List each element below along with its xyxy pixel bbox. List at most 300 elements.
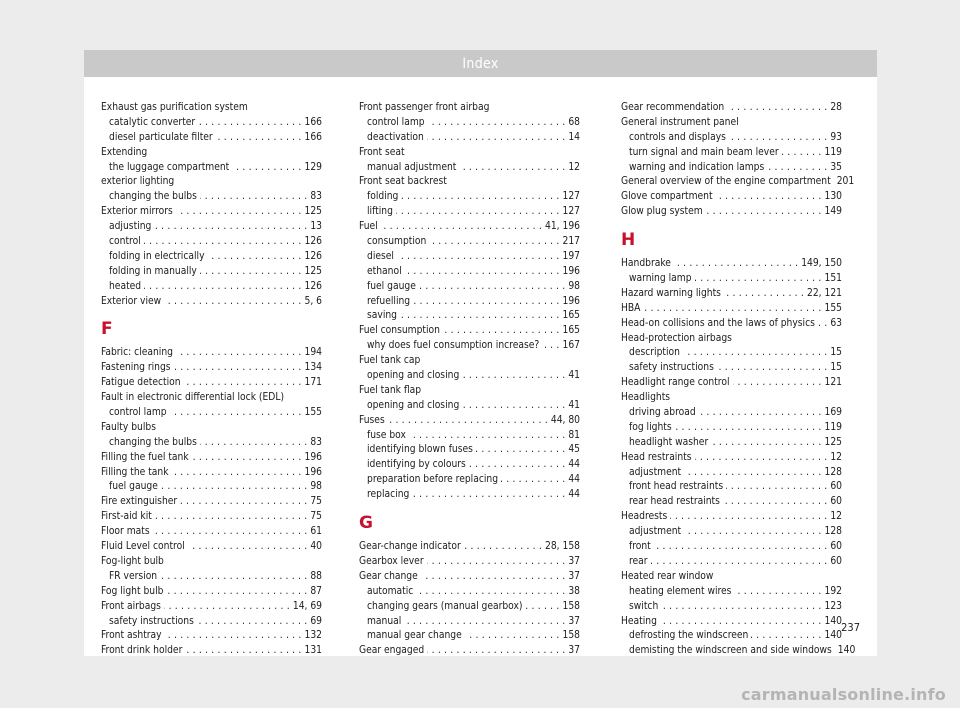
index-subentry[interactable] bbox=[101, 131, 322, 146]
index-subentry[interactable] bbox=[101, 190, 322, 205]
index-subentry[interactable] bbox=[101, 161, 322, 176]
index-entry-term: Fabric: cleaning bbox=[101, 347, 173, 359]
index-entry-page: 134 bbox=[304, 362, 322, 374]
index-subentry[interactable] bbox=[621, 361, 842, 376]
index-entry[interactable] bbox=[359, 220, 580, 235]
index-entry-term: Hazard warning lights bbox=[621, 287, 721, 299]
index-subentry[interactable] bbox=[621, 525, 842, 540]
index-entry-page: 12 bbox=[568, 161, 580, 173]
dot-leader bbox=[427, 131, 565, 146]
dot-leader bbox=[723, 495, 827, 510]
dot-leader bbox=[428, 116, 566, 131]
index-entry-page: 128 bbox=[824, 526, 842, 538]
index-subentry[interactable] bbox=[621, 480, 842, 495]
index-entry-term: warning lamp bbox=[629, 273, 692, 285]
dot-leader bbox=[153, 525, 308, 540]
dot-leader bbox=[711, 436, 821, 451]
index-entry[interactable] bbox=[101, 175, 322, 190]
index-entry-page: 60 bbox=[830, 496, 842, 508]
index-entry-term: Exhaust gas purification system bbox=[101, 102, 248, 113]
dot-leader bbox=[751, 629, 821, 644]
index-entry-term: front head restraints bbox=[629, 481, 724, 493]
dot-leader bbox=[381, 220, 542, 235]
index-subentry[interactable] bbox=[621, 436, 842, 451]
index-entry-term: First-aid kit bbox=[101, 511, 152, 523]
index-entry[interactable] bbox=[621, 190, 842, 205]
index-entry-page: 166 bbox=[304, 131, 322, 143]
dot-leader bbox=[198, 116, 301, 131]
index-entry-term: Front drink holder bbox=[101, 645, 183, 657]
index-entry-term: Fuel tank flap bbox=[359, 384, 422, 396]
index-entry[interactable] bbox=[359, 570, 580, 585]
index-entry-page: 35 bbox=[830, 161, 842, 173]
index-subentry[interactable] bbox=[359, 429, 580, 444]
index-entry-page: 88 bbox=[310, 570, 322, 582]
dot-leader bbox=[427, 644, 565, 659]
index-entry-page: 197 bbox=[562, 250, 580, 262]
index-entry-term: Front airbags bbox=[101, 600, 161, 612]
index-entry-term: Fault in electronic differential lock (EDL) bbox=[101, 392, 285, 404]
index-subentry[interactable] bbox=[621, 629, 842, 644]
index-entry[interactable] bbox=[101, 466, 322, 481]
index-entry-page: 201 bbox=[836, 176, 855, 188]
dot-leader bbox=[429, 235, 559, 250]
index-entry-term: heated bbox=[109, 280, 142, 292]
index-subentry[interactable] bbox=[359, 629, 580, 644]
dot-leader bbox=[684, 525, 821, 540]
dot-leader bbox=[188, 540, 308, 555]
dot-leader bbox=[172, 466, 302, 481]
index-entry-term: fog lights bbox=[629, 421, 672, 433]
index-entry-page: 196 bbox=[562, 265, 580, 277]
index-page bbox=[84, 50, 877, 656]
index-entry-page: 130 bbox=[824, 191, 842, 203]
index-entry-term: opening and closing bbox=[367, 399, 460, 411]
dot-leader bbox=[661, 600, 821, 615]
dot-leader bbox=[416, 585, 565, 600]
page-header bbox=[84, 50, 877, 77]
index-entry-term: adjusting bbox=[109, 221, 152, 233]
index-subentry[interactable] bbox=[621, 131, 842, 146]
index-subentry[interactable] bbox=[359, 161, 580, 176]
index-entry[interactable] bbox=[621, 510, 842, 525]
index-entry-term: Filling the tank bbox=[101, 466, 169, 478]
index-entry-term: Floor mats bbox=[101, 526, 150, 538]
index-subentry[interactable] bbox=[359, 458, 580, 473]
index-subentry[interactable] bbox=[359, 280, 580, 295]
dot-leader bbox=[216, 131, 302, 146]
index-entry-term: changing gears (manual gearbox) bbox=[367, 600, 523, 612]
dot-leader bbox=[767, 161, 827, 176]
dot-leader bbox=[409, 429, 565, 444]
index-entry[interactable] bbox=[621, 391, 842, 406]
index-entry[interactable] bbox=[101, 146, 322, 161]
index-entry[interactable] bbox=[101, 525, 322, 540]
index-subentry[interactable] bbox=[359, 295, 580, 310]
dot-leader bbox=[695, 272, 822, 287]
dot-leader bbox=[200, 265, 302, 280]
dot-leader bbox=[401, 190, 559, 205]
index-entry[interactable] bbox=[101, 629, 322, 644]
index-entry-term: saving bbox=[367, 310, 397, 322]
index-subentry[interactable] bbox=[621, 644, 856, 659]
index-entry-term: Head-protection airbags bbox=[621, 332, 732, 344]
index-entry-page: 61 bbox=[310, 526, 322, 538]
index-subentry[interactable] bbox=[101, 265, 322, 280]
watermark-text: carmanualsonline.info bbox=[741, 685, 946, 704]
index-entry[interactable] bbox=[359, 384, 580, 399]
index-entry-page: 41, 196 bbox=[545, 221, 580, 233]
index-entry-term: HBA bbox=[621, 302, 641, 314]
index-subentry[interactable] bbox=[621, 555, 842, 570]
index-entry[interactable] bbox=[101, 644, 322, 659]
dot-leader bbox=[165, 629, 302, 644]
index-entry-page: 28 bbox=[830, 102, 842, 113]
index-entry[interactable] bbox=[621, 451, 842, 466]
dot-leader bbox=[717, 361, 827, 376]
index-entry-page: 140 bbox=[824, 615, 842, 627]
dot-leader bbox=[388, 414, 548, 429]
dot-leader bbox=[476, 443, 565, 458]
index-entry-term: heating element wires bbox=[629, 585, 732, 597]
index-entry-term: identifying by colours bbox=[367, 459, 466, 471]
index-entry-page: 83 bbox=[310, 191, 322, 203]
index-entry-term: Glove compartment bbox=[621, 191, 713, 203]
index-entry-term: General overview of the engine compartment bbox=[621, 176, 831, 188]
index-entry-page: 192 bbox=[824, 585, 842, 597]
index-entry-term: fuel gauge bbox=[367, 280, 416, 292]
index-entry-term: Faulty bulbs bbox=[101, 421, 157, 433]
dot-leader bbox=[464, 540, 542, 555]
index-entry-page: 37 bbox=[568, 615, 580, 627]
index-entry-term: front bbox=[629, 541, 651, 553]
dot-leader bbox=[184, 376, 302, 391]
index-entry-page: 75 bbox=[310, 496, 322, 508]
index-subentry[interactable] bbox=[359, 265, 580, 280]
index-entry-term: Front seat bbox=[359, 146, 405, 158]
dot-leader bbox=[699, 406, 822, 421]
index-entry-term: changing the bulbs bbox=[109, 436, 197, 448]
index-entry[interactable] bbox=[101, 391, 322, 406]
dot-leader bbox=[208, 250, 302, 265]
index-entry-term: adjustment bbox=[629, 526, 682, 538]
index-entry-term: Fuses bbox=[359, 414, 385, 426]
dot-leader bbox=[683, 346, 827, 361]
dot-leader bbox=[232, 161, 301, 176]
dot-leader bbox=[443, 324, 560, 339]
index-entry-page: 63 bbox=[830, 317, 842, 329]
index-entry-term: manual bbox=[367, 615, 402, 627]
index-entry-term: Head restraints bbox=[621, 451, 692, 463]
index-entry-page: 44 bbox=[568, 474, 580, 486]
index-subentry[interactable] bbox=[359, 585, 580, 600]
index-entry-term: Front seat backrest bbox=[359, 176, 447, 188]
dot-leader bbox=[654, 540, 828, 555]
dot-leader bbox=[200, 190, 307, 205]
index-entry-page: 158 bbox=[562, 630, 580, 642]
index-entry-term: exterior lighting bbox=[101, 176, 175, 188]
index-entry[interactable] bbox=[359, 540, 580, 555]
index-subentry[interactable] bbox=[101, 570, 322, 585]
index-entry[interactable] bbox=[621, 302, 842, 317]
index-subentry[interactable] bbox=[621, 406, 842, 421]
dot-leader bbox=[734, 585, 821, 600]
dot-leader bbox=[726, 480, 827, 495]
index-entry-term: Front passenger front airbag bbox=[359, 102, 490, 113]
index-entry-page: 129 bbox=[304, 161, 322, 173]
index-subentry[interactable] bbox=[621, 495, 842, 510]
index-entry-page: 140 bbox=[837, 645, 856, 657]
index-subentry[interactable] bbox=[621, 421, 842, 436]
index-entry-page: 132 bbox=[304, 630, 322, 642]
index-entry-term: General instrument panel bbox=[621, 116, 739, 128]
index-entry-term: Gear recommendation bbox=[621, 102, 725, 113]
dot-leader bbox=[465, 629, 560, 644]
dot-leader bbox=[144, 280, 301, 295]
index-subentry[interactable] bbox=[101, 235, 322, 250]
index-entry-page: 93 bbox=[830, 131, 842, 143]
index-entry-page: 37 bbox=[568, 570, 580, 582]
index-entry-page: 167 bbox=[562, 340, 580, 352]
index-subentry[interactable] bbox=[359, 205, 580, 220]
dot-leader bbox=[176, 346, 302, 361]
index-entry[interactable] bbox=[621, 615, 842, 630]
index-entry-page: 45 bbox=[568, 444, 580, 456]
index-subentry[interactable] bbox=[621, 346, 842, 361]
index-entry[interactable] bbox=[359, 146, 580, 161]
index-subentry[interactable] bbox=[359, 473, 580, 488]
index-entry[interactable] bbox=[101, 205, 322, 220]
index-entry-page: 217 bbox=[562, 236, 580, 248]
index-entry[interactable] bbox=[101, 540, 322, 555]
index-entry-term: Filling the fuel tank bbox=[101, 451, 189, 463]
index-entry[interactable] bbox=[621, 287, 842, 302]
index-entry[interactable] bbox=[101, 295, 322, 310]
index-entry-term: manual gear change bbox=[367, 630, 462, 642]
dot-leader bbox=[185, 644, 301, 659]
index-entry[interactable] bbox=[101, 451, 322, 466]
index-entry-page: 41 bbox=[568, 399, 580, 411]
index-entry-term: diesel bbox=[367, 250, 394, 262]
index-section-letter: F bbox=[101, 319, 113, 340]
dot-leader bbox=[459, 161, 565, 176]
index-entry[interactable] bbox=[101, 600, 322, 615]
index-entry-term: turn signal and main beam lever bbox=[629, 146, 779, 158]
index-entry-term: switch bbox=[629, 600, 659, 612]
index-entry[interactable] bbox=[621, 101, 842, 116]
index-entry[interactable] bbox=[101, 361, 322, 376]
index-subentry[interactable] bbox=[101, 220, 322, 235]
index-subentry[interactable] bbox=[359, 615, 580, 630]
index-subentry[interactable] bbox=[359, 339, 580, 354]
dot-leader bbox=[166, 585, 307, 600]
dot-leader bbox=[727, 101, 827, 116]
index-subentry[interactable] bbox=[359, 369, 580, 384]
index-entry-page: 166 bbox=[304, 116, 322, 128]
index-subentry[interactable] bbox=[621, 600, 842, 615]
index-entry-term: Fluid Level control bbox=[101, 541, 185, 553]
index-entry-page: 22, 121 bbox=[807, 287, 842, 299]
index-entry-page: 140 bbox=[824, 630, 842, 642]
index-entry-term: Fatigue detection bbox=[101, 377, 181, 389]
index-entry-page: 75 bbox=[310, 511, 322, 523]
index-entry[interactable] bbox=[101, 346, 322, 361]
index-entry[interactable] bbox=[359, 101, 580, 116]
index-subentry[interactable] bbox=[621, 161, 842, 176]
index-entry-page: 165 bbox=[562, 325, 580, 337]
index-entry[interactable] bbox=[359, 414, 580, 429]
dot-leader bbox=[412, 488, 565, 503]
index-entry-term: Exterior mirrors bbox=[101, 206, 173, 218]
index-subentry[interactable] bbox=[101, 280, 322, 295]
index-subentry[interactable] bbox=[101, 615, 322, 630]
index-subentry[interactable] bbox=[359, 309, 580, 324]
index-entry-page: 123 bbox=[824, 600, 842, 612]
index-entry-page: 60 bbox=[830, 555, 842, 567]
dot-leader bbox=[154, 220, 307, 235]
index-entry[interactable] bbox=[359, 324, 580, 339]
index-entry-term: Headlight range control bbox=[621, 377, 730, 389]
index-subentry[interactable] bbox=[359, 250, 580, 265]
index-entry-page: 127 bbox=[562, 191, 580, 203]
dot-leader bbox=[462, 369, 565, 384]
index-subentry[interactable] bbox=[101, 436, 322, 451]
index-subentry[interactable] bbox=[101, 480, 322, 495]
index-entry-term: catalytic converter bbox=[109, 116, 196, 128]
index-column-2 bbox=[359, 101, 580, 659]
index-entry[interactable] bbox=[101, 510, 322, 525]
index-subentry[interactable] bbox=[359, 600, 580, 615]
dot-leader bbox=[670, 510, 827, 525]
index-entry-term: the luggage compartment bbox=[109, 161, 230, 173]
index-entry-page: 196 bbox=[304, 451, 322, 463]
index-entry[interactable] bbox=[101, 421, 322, 436]
index-subentry[interactable] bbox=[359, 116, 580, 131]
index-entry[interactable] bbox=[101, 101, 322, 116]
dot-leader bbox=[155, 510, 307, 525]
index-subentry[interactable] bbox=[359, 488, 580, 503]
page-title: Index bbox=[462, 55, 499, 72]
index-entry-page: 13 bbox=[310, 221, 322, 233]
index-subentry[interactable] bbox=[621, 146, 842, 161]
index-subentry[interactable] bbox=[101, 116, 322, 131]
dot-leader bbox=[174, 361, 302, 376]
index-entry-page: 83 bbox=[310, 436, 322, 448]
index-entry[interactable] bbox=[621, 116, 842, 131]
index-subentry[interactable] bbox=[621, 540, 842, 555]
index-entry[interactable] bbox=[621, 175, 855, 190]
index-entry-page: 125 bbox=[304, 206, 322, 218]
index-subentry[interactable] bbox=[621, 585, 842, 600]
dot-leader bbox=[144, 235, 302, 250]
index-entry-term: Gear-change indicator bbox=[359, 541, 461, 553]
index-entry-page: 15 bbox=[830, 362, 842, 374]
index-entry[interactable] bbox=[101, 495, 322, 510]
index-subentry[interactable] bbox=[621, 466, 842, 481]
index-entry[interactable] bbox=[621, 570, 842, 585]
dot-leader bbox=[716, 190, 822, 205]
index-entry-term: Headlights bbox=[621, 392, 671, 404]
index-entry[interactable] bbox=[621, 332, 842, 347]
index-subentry[interactable] bbox=[359, 399, 580, 414]
index-entry[interactable] bbox=[621, 376, 842, 391]
dot-leader bbox=[733, 376, 822, 391]
dot-leader bbox=[192, 451, 302, 466]
index-entry-page: 125 bbox=[824, 436, 842, 448]
index-subentry[interactable] bbox=[101, 250, 322, 265]
dot-leader bbox=[729, 131, 827, 146]
index-entry-page: 126 bbox=[304, 250, 322, 262]
dot-leader bbox=[542, 339, 559, 354]
index-entry-page: 155 bbox=[824, 302, 842, 314]
dot-leader bbox=[164, 295, 301, 310]
index-entry-term: deactivation bbox=[367, 131, 424, 143]
index-entry-page: 194 bbox=[304, 347, 322, 359]
index-entry-term: controls and displays bbox=[629, 131, 726, 143]
index-entry-term: Front ashtray bbox=[101, 630, 162, 642]
dot-leader bbox=[818, 317, 827, 332]
index-entry-term: driving abroad bbox=[629, 407, 696, 419]
index-subentry[interactable] bbox=[359, 190, 580, 205]
index-entry-term: Fire extinguisher bbox=[101, 496, 178, 508]
index-entry-page: 98 bbox=[310, 481, 322, 493]
index-entry[interactable] bbox=[359, 555, 580, 570]
index-entry[interactable] bbox=[359, 354, 580, 369]
index-entry-term: Heating bbox=[621, 615, 657, 627]
dot-leader bbox=[651, 555, 828, 570]
index-entry[interactable] bbox=[101, 555, 322, 570]
index-entry-term: Fuel consumption bbox=[359, 325, 440, 337]
index-entry-page: 5, 6 bbox=[304, 295, 322, 307]
index-entry[interactable] bbox=[359, 175, 580, 190]
dot-leader bbox=[724, 287, 804, 302]
index-entry-page: 69 bbox=[310, 615, 322, 627]
index-entry-term: automatic bbox=[367, 585, 414, 597]
index-entry-page: 12 bbox=[830, 511, 842, 523]
index-entry-term: fuel gauge bbox=[109, 481, 158, 493]
page-number: 237 bbox=[841, 621, 860, 634]
index-subentry[interactable] bbox=[101, 406, 322, 421]
index-entry[interactable] bbox=[101, 585, 322, 600]
index-entry-term: Head-on collisions and the laws of physics bbox=[621, 317, 815, 329]
index-entry-page: 81 bbox=[568, 429, 580, 441]
index-entry-page: 165 bbox=[562, 310, 580, 322]
index-entry-term: rear bbox=[629, 555, 648, 567]
index-subentry[interactable] bbox=[359, 443, 580, 458]
index-entry-term: opening and closing bbox=[367, 370, 460, 382]
index-entry-term: control bbox=[109, 236, 141, 248]
index-entry-page: 14 bbox=[568, 131, 580, 143]
index-entry-page: 119 bbox=[824, 421, 842, 433]
index-entry-term: fuse box bbox=[367, 429, 406, 441]
index-entry[interactable] bbox=[101, 376, 322, 391]
index-entry-page: 196 bbox=[562, 295, 580, 307]
index-subentry[interactable] bbox=[359, 131, 580, 146]
index-entry-term: description bbox=[629, 347, 680, 359]
index-entry-term: Fuel bbox=[359, 221, 378, 233]
index-entry-term: replacing bbox=[367, 489, 410, 501]
index-entry[interactable] bbox=[621, 317, 842, 332]
index-subentry[interactable] bbox=[359, 235, 580, 250]
index-entry[interactable] bbox=[621, 257, 842, 272]
index-subentry[interactable] bbox=[621, 272, 842, 287]
index-entry-page: 149 bbox=[824, 206, 842, 218]
index-entry-page: 41 bbox=[568, 370, 580, 382]
index-entry[interactable] bbox=[359, 644, 580, 659]
dot-leader bbox=[684, 466, 821, 481]
index-entry[interactable] bbox=[621, 205, 842, 220]
index-entry-page: 169 bbox=[824, 407, 842, 419]
